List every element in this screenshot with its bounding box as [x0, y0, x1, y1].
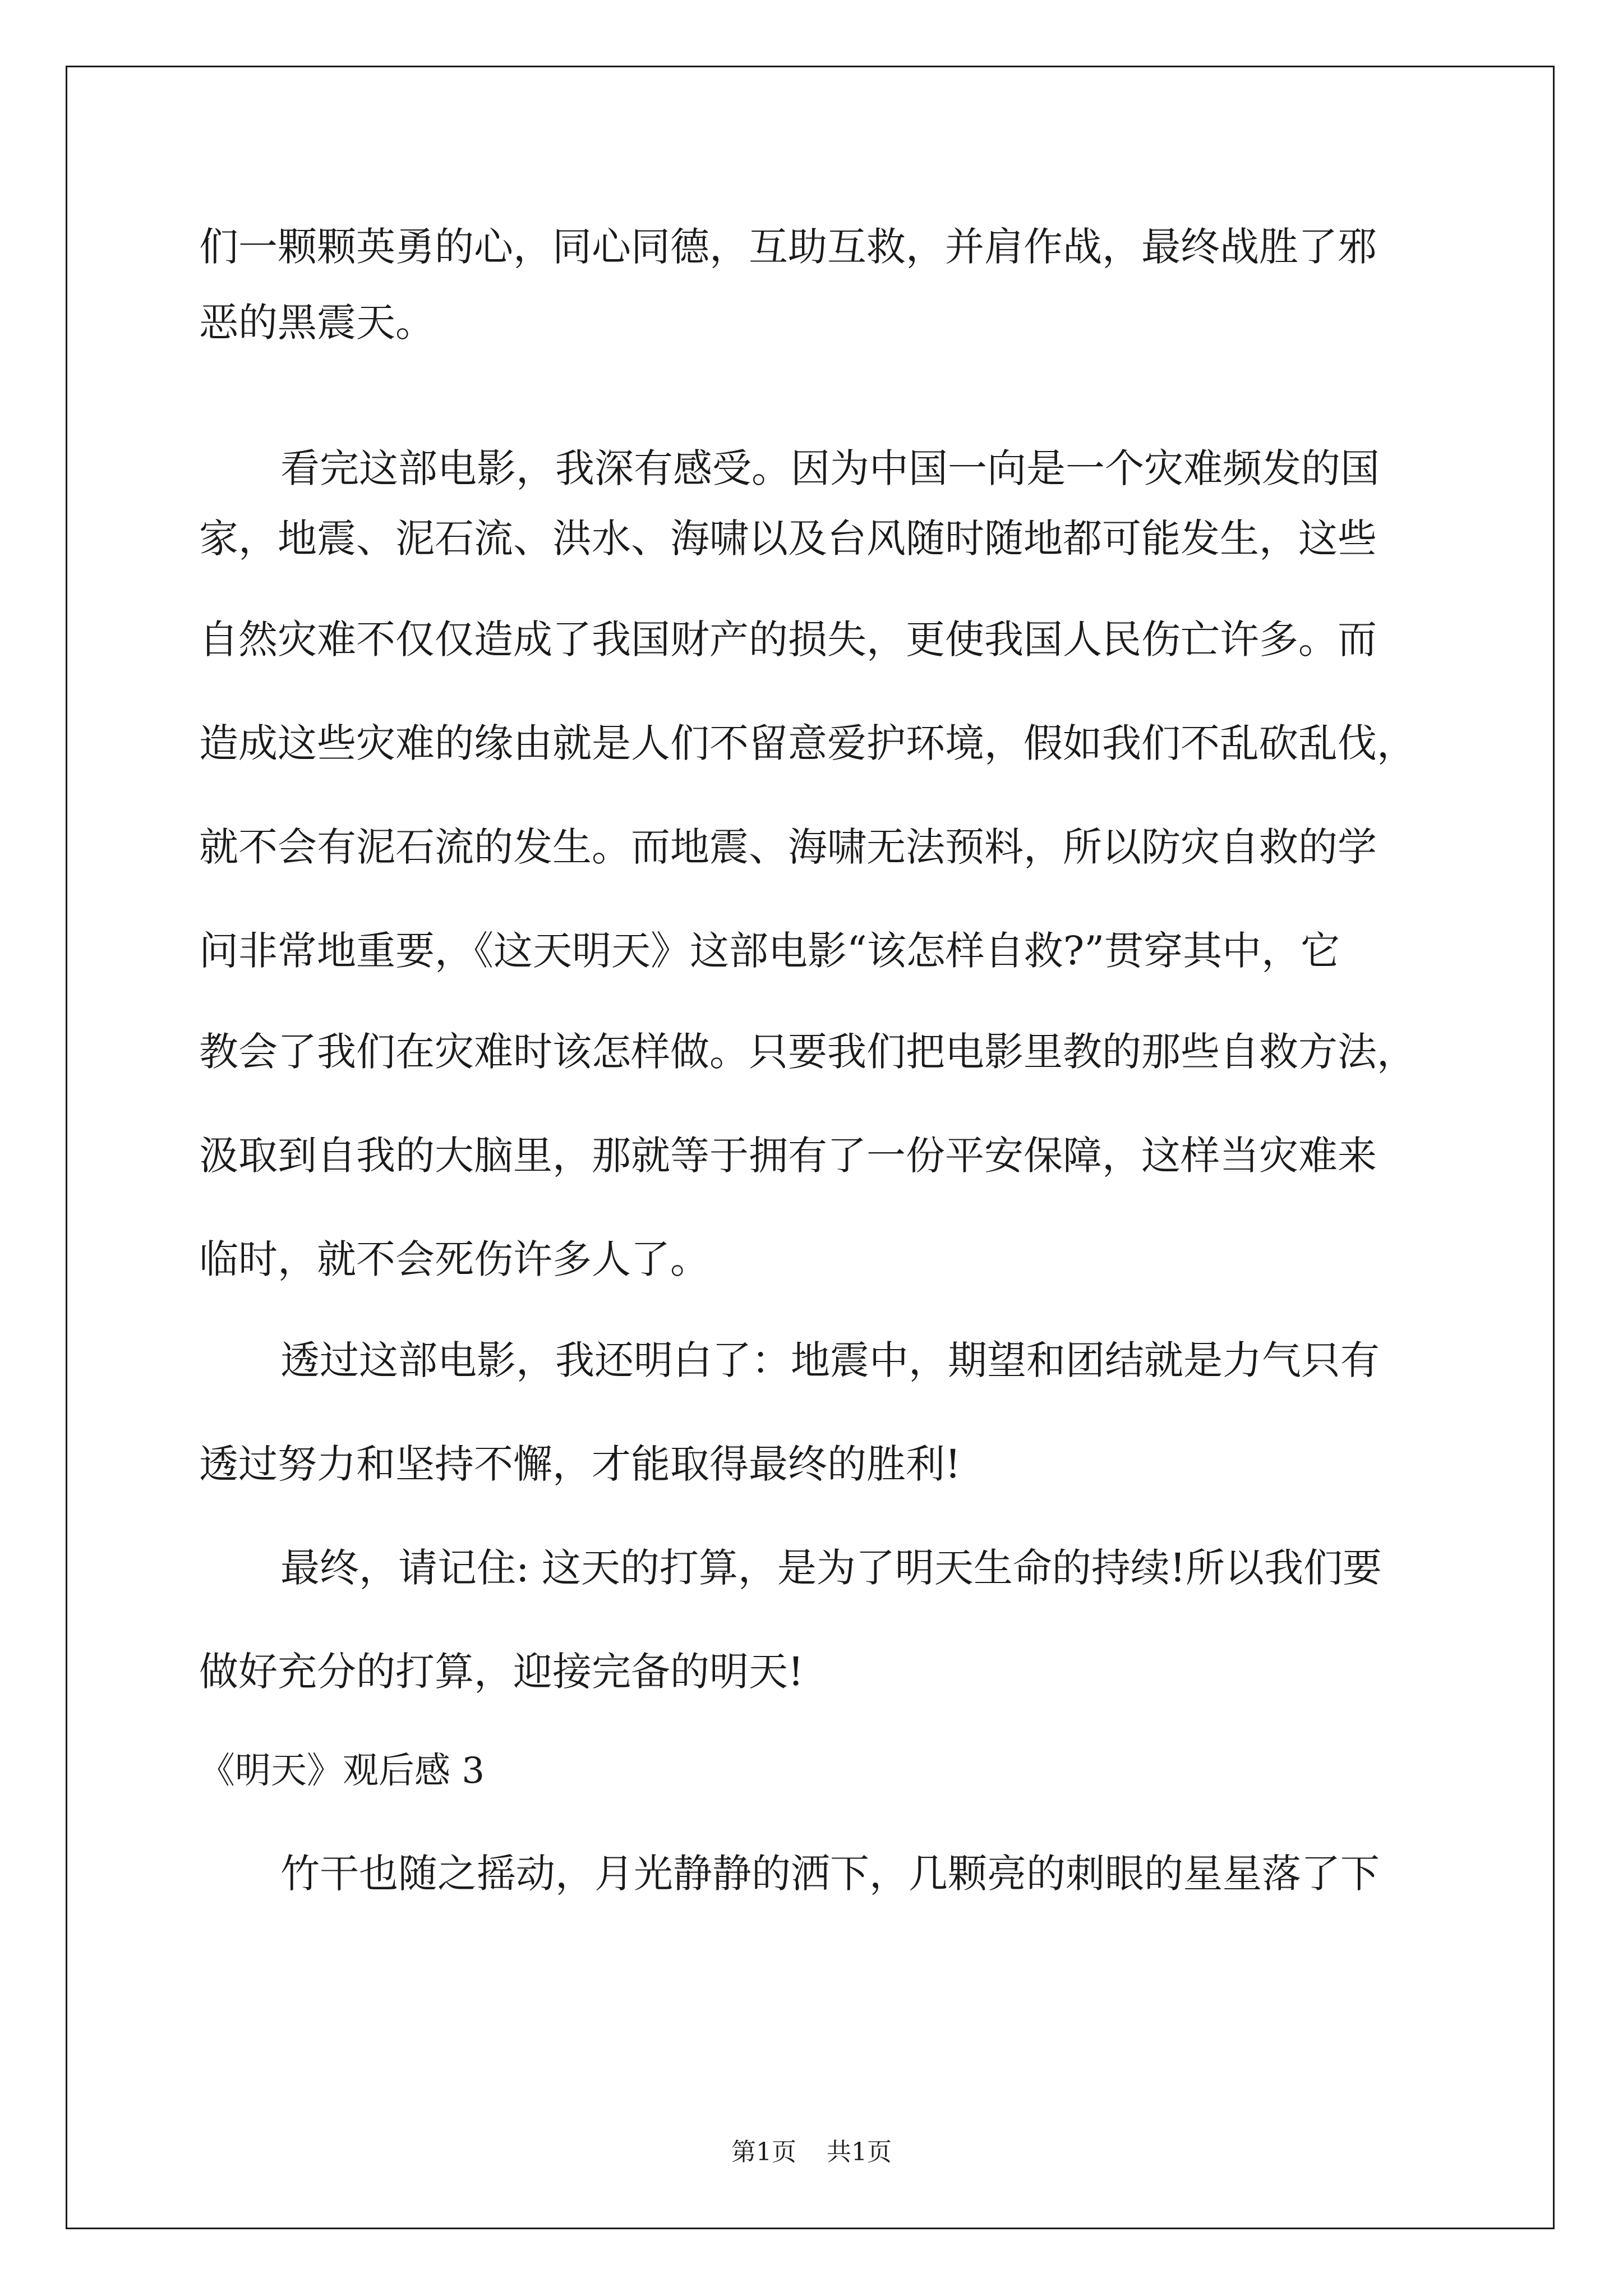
page-number: 第1页: [731, 2138, 796, 2166]
paragraph-line: 竹干也随之摇动，月光静静的洒下，几颗亮的刺眼的星星落了下: [280, 1851, 1380, 1897]
paragraph-line: 恶的黑震天。: [199, 300, 435, 346]
page-count: 共1页: [827, 2138, 892, 2166]
paragraph-line: 做好充分的打算，迎接完备的明天!: [199, 1649, 804, 1695]
page-footer: [0, 2132, 1623, 2168]
paragraph-line: 透过努力和坚持不懈，才能取得最终的胜利!: [199, 1441, 961, 1487]
paragraph-line: 造成这些灾难的缘由就是人们不留意爱护环境，假如我们不乱砍乱伐，: [199, 720, 1416, 766]
paragraph-line: 自然灾难不仅仅造成了我国财产的损失，更使我国人民伤亡许多。而: [199, 616, 1377, 662]
paragraph-line: 问非常地重要，《这天明天》这部电影“该怎样自救?”贯穿其中，它: [199, 928, 1340, 974]
paragraph-line: 看完这部电影，我深有感受。因为中国一向是一个灾难频发的国: [280, 445, 1380, 491]
paragraph-line: 就不会有泥石流的发生。而地震、海啸无法预料，所以防灾自救的学: [199, 824, 1377, 870]
paragraph-line: 临时，就不会死伤许多人了。: [199, 1236, 709, 1282]
section-heading: 《明天》观后感 3: [199, 1750, 485, 1792]
paragraph-line: 透过这部电影，我还明白了：地震中，期望和团结就是力气只有: [280, 1337, 1380, 1383]
paragraph-line: 们一颗颗英勇的心，同心同德，互助互救，并肩作战，最终战胜了邪: [199, 224, 1377, 270]
paragraph-line: 汲取到自我的大脑里，那就等于拥有了一份平安保障，这样当灾难来: [199, 1133, 1377, 1179]
paragraph-line: 家，地震、泥石流、洪水、海啸以及台风随时随地都可能发生，这些: [199, 516, 1377, 562]
paragraph-line: 最终，请记住: 这天的打算，是为了明天生命的持续!所以我们要: [280, 1545, 1382, 1591]
paragraph-line: 教会了我们在灾难时该怎样做。只要我们把电影里教的那些自救方法，: [199, 1029, 1416, 1075]
